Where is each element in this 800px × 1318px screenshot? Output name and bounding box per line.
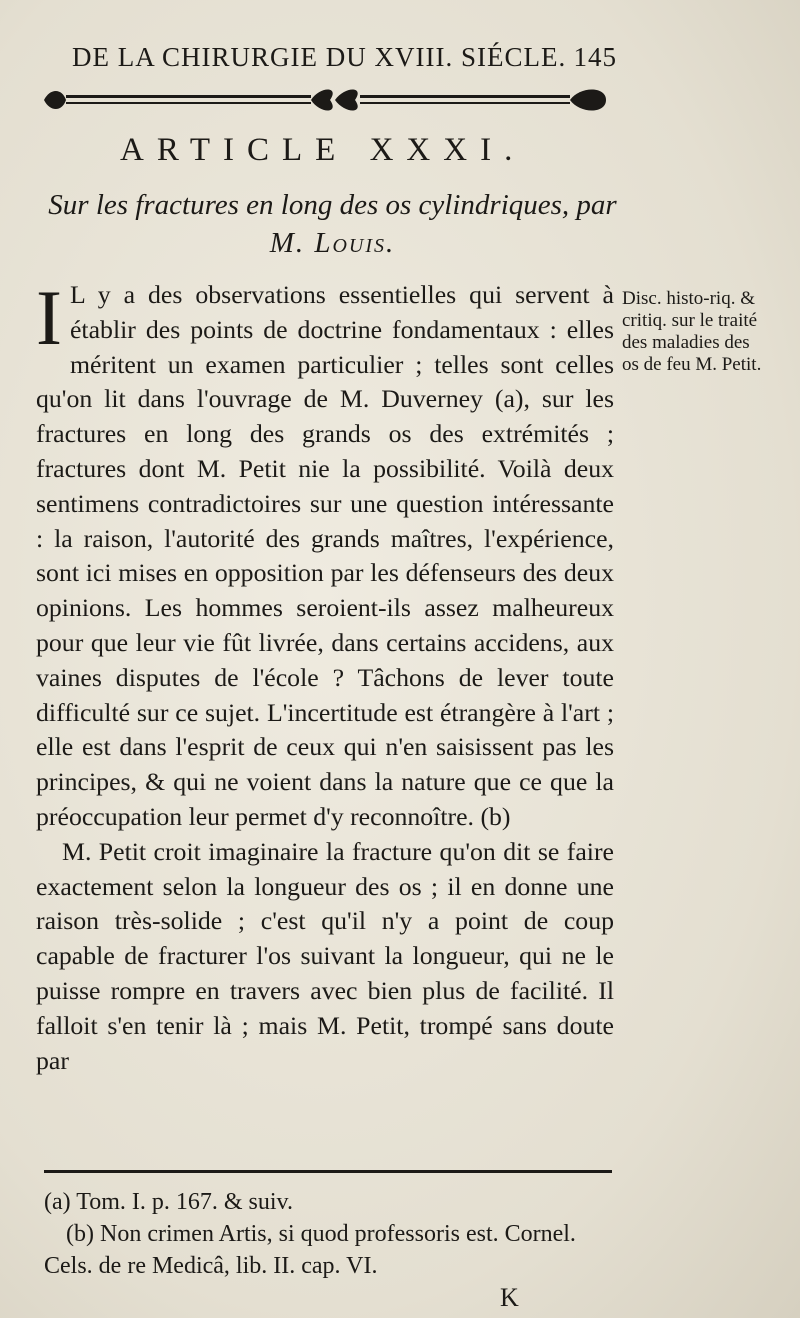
- paragraph-2: M. Petit croit imaginaire la fracture qu'on dit se faire exactement selon la longueur des os ; il en donne une raison très-solide ; c'est qu'il n'y a point de coup capable de fracturer l'os suivant la longueur, qui ne le puisse rompre en travers avec bien plus de facilité. Il falloit s'en tenir là ; mais M. Petit, trompé sans doute par: [36, 836, 614, 1075]
- paragraph-1: [36, 274, 614, 835]
- running-head-title: DE LA CHIRURGIE DU XVIII. SIÉCLE.: [72, 42, 567, 72]
- paragraph-1-text: L y a des observations essentielles qui servent à établir des points de doctrine fondamentaux : elles méritent un examen particulier ; telles sont celles qu'on lit dans l'ouvrage de M. Duverney (a), sur les fractures en long des grands os des extrémités ; fractures dont M. Petit nie la possibilité. Voilà deux sentimens contradictoires sur une question intéressante : la raison, l'autorité des grands maîtres, l'expérience, sont ici mises en opposition par les défenseurs des deux opinions. Les hommes seroient-ils assez malheureux pour que leur vie fût livrée, dans certains accidens, aux vaines disputes de l'école ? Tâchons de lever toute difficulté sur ce sujet. L'incertitude est étrangère à l'art ; elle est dans l'esprit de ceux qui n'en saisissent pas les principes, & qui ne voient dans la nature que ce que la préoccupation leur permet d'y reconnoître. (b): [36, 280, 614, 831]
- drop-cap: I: [36, 274, 62, 361]
- article-heading: ARTICLE XXXI.: [120, 132, 526, 168]
- signature-mark: K: [500, 1283, 519, 1312]
- running-head: [72, 42, 617, 73]
- footnote-a: (a) Tom. I. p. 167. & suiv.: [44, 1189, 293, 1215]
- subtitle-line: Sur les fractures en long des os cylindriques, par: [48, 189, 617, 221]
- ornamental-rule: [40, 86, 610, 114]
- footnote-rule: [44, 1170, 612, 1173]
- footnote-b: (b) Non crimen Artis, si quod professoris est. Cornel. Cels. de re Medicâ, lib. II. cap. VI.: [44, 1221, 576, 1279]
- margin-note: Disc. histo-riq. & critiq. sur le traité des maladies des os de feu M. Petit.: [622, 288, 762, 375]
- page-number: 145: [573, 42, 617, 72]
- footnotes: [44, 1186, 619, 1282]
- author-name: M. Louis.: [269, 227, 396, 259]
- main-text: [36, 274, 614, 1078]
- article-subtitle: [40, 186, 625, 262]
